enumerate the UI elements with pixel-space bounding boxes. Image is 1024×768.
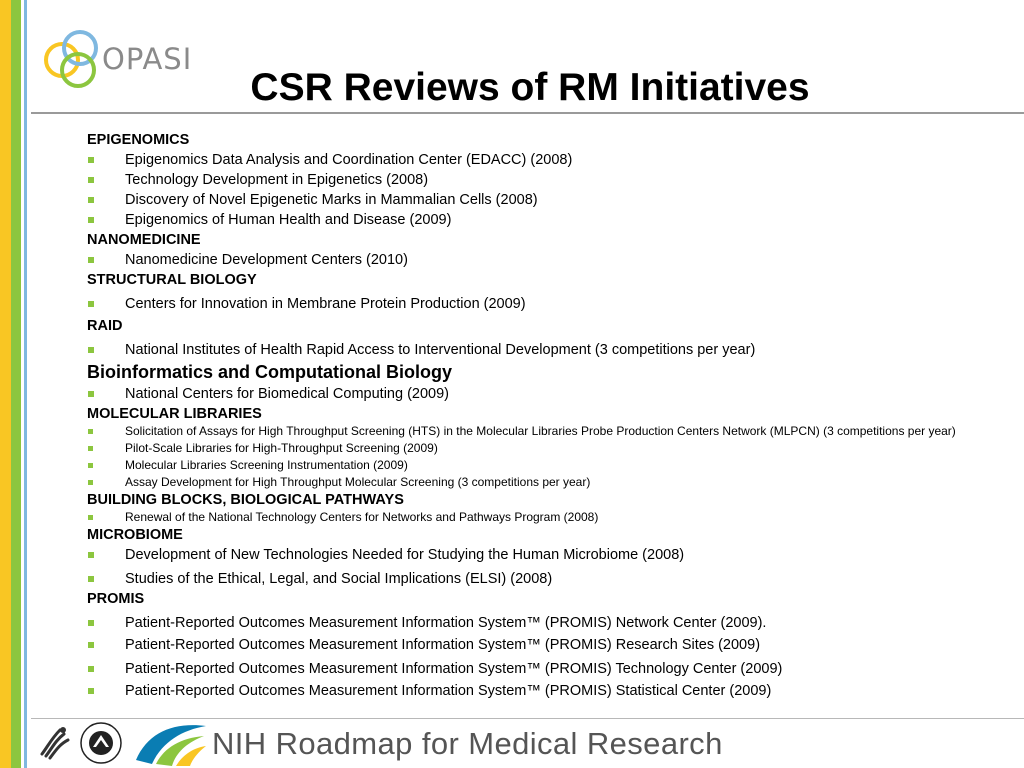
left-stripe-yellow <box>0 0 11 768</box>
section-heading: NANOMEDICINE <box>87 232 201 248</box>
left-stripe-blue <box>24 0 27 768</box>
nih-seal-logo <box>80 722 122 764</box>
section-items <box>87 424 992 490</box>
list-item: Development of New Technologies Needed for Studying the Human Microbiome (2008) <box>87 545 992 565</box>
list-item: Renewal of the National Technology Centers for Networks and Pathways Program (2008) <box>87 510 992 525</box>
section-items <box>87 250 992 270</box>
list-item: Centers for Innovation in Membrane Protein Production (2009) <box>87 294 992 314</box>
list-item: Nanomedicine Development Centers (2010) <box>87 250 992 270</box>
logo-text: OPASI <box>102 42 193 76</box>
section-heading: BUILDING BLOCKS, BIOLOGICAL PATHWAYS <box>87 492 404 508</box>
section-heading: MOLECULAR LIBRARIES <box>87 406 262 422</box>
list-item: Patient-Reported Outcomes Measurement Information System™ (PROMIS) Network Center (2009). <box>87 613 992 633</box>
footer-divider <box>31 718 1024 719</box>
section-heading: Bioinformatics and Computational Biology <box>87 362 453 382</box>
title-divider <box>31 112 1024 114</box>
roadmap-swoosh-logo <box>134 720 208 768</box>
section-items <box>87 545 992 589</box>
page-title: CSR Reviews of RM Initiatives <box>250 66 810 109</box>
section-heading: MICROBIOME <box>87 527 183 543</box>
section-heading: EPIGENOMICS <box>87 132 190 148</box>
section-items <box>87 294 992 314</box>
list-item: Epigenomics Data Analysis and Coordination Center (EDACC) (2008) <box>87 150 992 170</box>
initiatives-list <box>87 130 992 701</box>
section-items <box>87 340 992 360</box>
section-heading: RAID <box>87 318 123 334</box>
list-item: Discovery of Novel Epigenetic Marks in Mammalian Cells (2008) <box>87 190 992 210</box>
list-item: National Centers for Biomedical Computing (2009) <box>87 384 992 404</box>
section-items <box>87 613 992 701</box>
list-item: Molecular Libraries Screening Instrumentation (2009) <box>87 458 992 473</box>
section-heading: STRUCTURAL BIOLOGY <box>87 272 257 288</box>
list-item: Patient-Reported Outcomes Measurement Information System™ (PROMIS) Statistical Center (2009) <box>87 681 992 701</box>
section-heading: PROMIS <box>87 591 145 607</box>
list-item: Studies of the Ethical, Legal, and Social Implications (ELSI) (2008) <box>87 569 992 589</box>
list-item: Pilot-Scale Libraries for High-Throughput Screening (2009) <box>87 441 992 456</box>
list-item: Patient-Reported Outcomes Measurement Information System™ (PROMIS) Research Sites (2009) <box>87 635 992 655</box>
section-items <box>87 384 992 404</box>
footer-title: NIH Roadmap for Medical Research <box>212 726 723 761</box>
left-stripe-green <box>11 0 21 768</box>
list-item: Epigenomics of Human Health and Disease (2009) <box>87 210 992 230</box>
list-item: Patient-Reported Outcomes Measurement Information System™ (PROMIS) Technology Center (2009) <box>87 659 992 679</box>
section-items <box>87 150 992 230</box>
list-item: Technology Development in Epigenetics (2008) <box>87 170 992 190</box>
list-item: Assay Development for High Throughput Molecular Screening (3 competitions per year) <box>87 475 992 490</box>
list-item: Solicitation of Assays for High Throughput Screening (HTS) in the Molecular Libraries Probe Production Centers Network (MLPCN) (3 competitions per year) <box>87 424 992 439</box>
hhs-eagle-logo <box>38 724 74 760</box>
section-items <box>87 510 992 525</box>
list-item: National Institutes of Health Rapid Access to Interventional Development (3 competitions per year) <box>87 340 992 360</box>
